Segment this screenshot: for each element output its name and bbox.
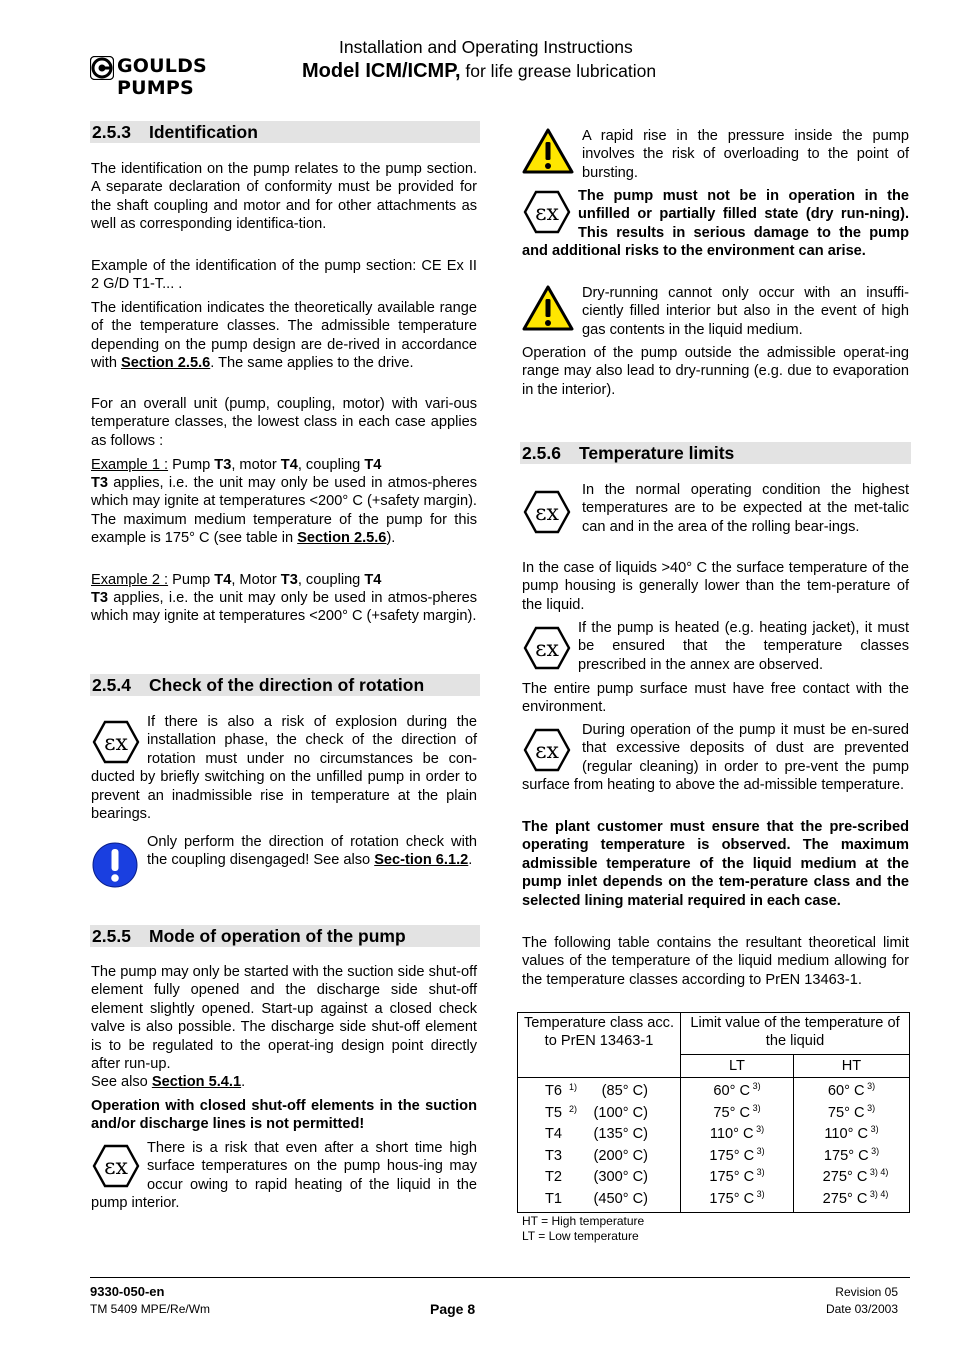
footnote-ref: 3) [750, 1081, 761, 1091]
footer-rule [90, 1277, 910, 1278]
svg-text:εx: εx [535, 739, 559, 764]
identification-paragraph-4: For an overall unit (pump, coupling, motor) with vari-ous temperature classes, the lowest class in each case applies as follows : [91, 396, 477, 449]
temp-ex-note-1 [522, 481, 909, 537]
identification-paragraph-3 [91, 299, 477, 373]
text: applies, i.e. the unit may only be used in atmos-pheres which may ignite at temperatures <200° C (+safety margin). The maximum medium temperature of the pump for this example is 175° C (see table in [91, 475, 477, 547]
temp-paragraph-7: The following table contains the resultant theoretical limit values of the temperature of the liquid medium allowing for the temperature classes according to PrEN 13463-1. [522, 935, 909, 988]
operation-outside-range-paragraph: Operation of the pump outside the admissible operat-ing range may also lead to dry-running (e.g. due to evaporation in the interior). [522, 345, 909, 398]
temp-paragraph-4: The entire pump surface must have free contact with the environment. [522, 681, 909, 716]
ex-explosion-icon [91, 1141, 141, 1191]
text: Temperature class acc. to PrEN 13463-1 [523, 1015, 675, 1049]
section-link-2-5-6[interactable]: Section 2.5.6 [297, 530, 387, 547]
footnote-ref: 3) [864, 1081, 876, 1091]
page-title [302, 60, 656, 83]
section-link-2-5-6[interactable]: Section 2.5.6 [121, 355, 211, 372]
svg-text:εx: εx [104, 731, 128, 756]
text: The pump may only be started with the suction side shut-off element fully opened and the discharge side shut-off element slightly opened. Start-up against a closed check valve is also possible. The discharge side shut-off element is to be regulated to the operat-ing design point directly after run-up. [91, 964, 477, 1073]
svg-text:εx: εx [535, 637, 559, 662]
section-link-5-4-1[interactable]: Section 5.4.1 [151, 1074, 242, 1091]
lt-value-cell [681, 1124, 793, 1146]
goulds-logo-icon [90, 56, 114, 80]
table-row-class [518, 1167, 680, 1189]
text: Limit value of the temperature of the liquid [690, 1015, 900, 1049]
ht-value: 110° C [824, 1126, 869, 1142]
temp-ex-note-3 [522, 721, 909, 795]
section-title: Temperature limits [579, 443, 735, 463]
text: Pump [168, 572, 215, 588]
lt-value: 60° C [713, 1083, 751, 1099]
ht-value-cell [794, 1146, 909, 1168]
text: If there is also a risk of explosion during the installation phase, the check of the direction of rotation must under no circumstances be con-ducted by briefly switching on the unfilled pump in order to prevent an inadmissible rise in temperature at the plain bearings. [91, 714, 477, 823]
mode-paragraph-1 [91, 963, 477, 1092]
lt-value-cell [681, 1189, 793, 1211]
section-title: Identification [149, 122, 258, 142]
lt-value: 110° C [709, 1126, 754, 1142]
page-number: Page 8 [430, 1301, 476, 1317]
example-1-heading [91, 456, 477, 474]
temp-class: T4 [214, 572, 232, 588]
temp-paragraph-2: In the case of liquids >40° C the surface temperature of the pump housing is generally lower than the tem-perature of the liquid. [522, 560, 909, 613]
pressure-warning-note [522, 127, 909, 182]
temp-class: T4 [280, 457, 298, 473]
temp-ex-note-2 [522, 619, 909, 674]
temp-class-range: (200° C) [593, 1147, 648, 1164]
mode-warning-bold: Operation with closed shut-off elements in the suction and/or discharge lines is not permitted! [91, 1098, 477, 1133]
text: , coupling [297, 572, 365, 588]
temp-class-range: (100° C) [593, 1104, 648, 1121]
example-1-body [91, 474, 477, 548]
footnote-ref: 3) [753, 1124, 765, 1134]
section-heading-2-5-5 [90, 925, 480, 947]
ht-value-cell [794, 1189, 909, 1211]
text: Dry-running cannot only occur with an insuffi-ciently filled interior but also in the event of high gas contents in the liquid medium. [582, 285, 909, 338]
ht-value-cell [794, 1103, 909, 1125]
header-ht: HT [794, 1055, 910, 1078]
text: Only perform the direction of rotation check with the coupling disengaged! See also [147, 834, 477, 869]
footnote-ref: 3) [868, 1124, 879, 1134]
ht-column [794, 1078, 910, 1213]
svg-text:εx: εx [535, 501, 559, 526]
section-heading-2-5-4 [90, 674, 480, 696]
lt-value: 175° C [709, 1147, 755, 1164]
lt-value-cell [681, 1146, 793, 1168]
table-row-class [518, 1146, 680, 1168]
footer-tm: TM 5409 MPE/Re/Wm [90, 1302, 211, 1316]
model-name: Model ICM/ICMP, [302, 60, 461, 82]
warning-triangle-icon [522, 284, 574, 332]
temp-class-name: T6 [545, 1083, 563, 1099]
section-title: Mode of operation of the pump [149, 926, 406, 946]
section-number: 2.5.5 [92, 926, 131, 946]
temp-class-name: T1 [545, 1190, 563, 1207]
temp-class: T3 [91, 475, 109, 491]
section-number: 2.5.4 [92, 675, 131, 695]
footnote-ref: 3) [750, 1102, 761, 1113]
class-column [518, 1078, 681, 1213]
lt-value: 175° C [709, 1169, 755, 1185]
footnote-ref: 3) 4) [867, 1167, 889, 1177]
identification-paragraph-2: Example of the identification of the pump section: CE Ex II 2 G/D T1-T... . [91, 258, 477, 293]
ex-explosion-icon [522, 623, 572, 673]
text: Pump [168, 457, 215, 473]
temp-class-name: T2 [545, 1169, 563, 1185]
ht-value-cell [794, 1081, 909, 1103]
section-heading-2-5-6 [520, 442, 911, 464]
text: See also [91, 1074, 152, 1091]
rotation-check-attention-note [91, 833, 477, 889]
footer-docnum: 9330-050-en [90, 1284, 165, 1299]
warning-triangle-icon [522, 127, 574, 175]
lt-value: 175° C [709, 1190, 755, 1207]
svg-text:εx: εx [535, 201, 559, 226]
ex-explosion-icon [522, 725, 572, 775]
text: . The same applies to the drive. [210, 355, 414, 372]
lt-value-cell [681, 1167, 793, 1189]
temperature-limits-table [517, 1012, 910, 1213]
temp-class: T3 [280, 572, 298, 588]
text: There is a risk that even after a short time high surface temperatures on the pump hous-ing may occur owing to rapid heating of the liquid in the pump interior. [91, 1140, 477, 1212]
temp-class: T4 [364, 572, 382, 588]
goulds-logo [90, 54, 285, 99]
text: ). [386, 530, 396, 547]
table-header-row [518, 1013, 910, 1055]
text: During operation of the pump it must be en-sured that excessive deposits of dust are prevented (regular cleaning) in order to pre-vent the pump surface from heating to above the ad-missible temperature. [522, 722, 909, 794]
table-note-ht: HT = High temperature [522, 1214, 645, 1228]
header-limit-value [681, 1013, 910, 1055]
section-heading-2-5-3 [90, 121, 480, 143]
footnote-ref: 3) [868, 1145, 880, 1156]
ht-value-cell [794, 1167, 909, 1189]
footnote-ref: 3) [754, 1167, 765, 1177]
text: The identification indicates the theoretically available range of the temperature classes. The admissible temperature depending on the pump design are de-rived in accordance with [91, 300, 477, 372]
section-title: Check of the direction of rotation [149, 675, 425, 695]
text: , Motor [231, 572, 281, 588]
section-link-6-1-2[interactable]: Sec-tion 6.1.2 [374, 852, 469, 869]
ex-explosion-icon [522, 487, 572, 537]
temp-class-range: (300° C) [593, 1169, 648, 1185]
text: . [468, 852, 473, 869]
table-row-class: T5 2) (100° C) [518, 1103, 680, 1125]
lt-column [681, 1078, 794, 1213]
temp-class-range: (450° C) [593, 1190, 648, 1207]
footer-date: Date 03/2003 [825, 1302, 898, 1316]
text: In the normal operating condition the highest temperatures are to be expected at the met-talic can and in the area of the rolling bear-ings. [582, 482, 909, 535]
text: The pump must not be in operation in the unfilled or partially filled state (dry run-ning). This results in serious damage to the pump and additional risks to the environment can arise. [522, 188, 909, 260]
temp-class: T4 [364, 457, 382, 473]
ht-value: 275° C [822, 1190, 868, 1207]
section-number: 2.5.3 [92, 122, 131, 142]
ht-value-cell [794, 1124, 909, 1146]
text: If the pump is heated (e.g. heating jacket), it must be ensured that the temperature classes prescribed in the annex are observed. [578, 620, 909, 673]
footnote-ref: 3) [754, 1188, 765, 1199]
model-subtitle: for life grease lubrication [460, 61, 657, 81]
temp-class-range: (135° C) [593, 1126, 648, 1142]
table-row-class [518, 1189, 680, 1211]
table-body-row [518, 1078, 910, 1213]
temp-class-name: T3 [545, 1147, 563, 1164]
table-note-lt: LT = Low temperature [522, 1229, 639, 1243]
ex-explosion-icon [91, 717, 141, 767]
logo-text: GOULDS PUMPS [117, 55, 207, 99]
text: , coupling [297, 457, 365, 473]
text: . [241, 1074, 246, 1091]
temp-paragraph-6-bold: The plant customer must ensure that the pre-scribed operating temperature is observed. The maximum admissible temperature of the liquid medium at the pump inlet depends on the tem-perature class and the selected lining material required in each case. [522, 819, 909, 909]
header-temp-class [518, 1013, 681, 1078]
text: applies, i.e. the unit may only be used in atmos-pheres which may ignite at temperatures <200° C (+safety margin). [91, 590, 477, 625]
table-row-class: T6 1) (85° C) [518, 1081, 680, 1103]
lt-value: 75° C [713, 1104, 751, 1121]
section-number: 2.5.6 [522, 443, 561, 463]
table-row-class [518, 1124, 680, 1146]
footnote-ref: 3) 4) [867, 1188, 889, 1199]
ht-value: 60° C [827, 1083, 865, 1099]
identification-paragraph-1: The identification on the pump relates to the pump section. A separate declaration of conformity must be provided for the shaft coupling and motor and for other attachments as well as corresponding identifica-tion. [91, 161, 477, 233]
rotation-check-ex-note [91, 713, 477, 823]
example-2-heading [91, 571, 477, 589]
text: A rapid rise in the pressure inside the pump involves the risk of overloading to the point of bursting. [582, 128, 909, 181]
footnote-ref: 3) [754, 1145, 765, 1156]
header-line1: Installation and Operating Instructions [339, 37, 633, 57]
temp-class: T3 [214, 457, 232, 473]
temp-class: T3 [91, 590, 109, 606]
svg-text:εx: εx [104, 1155, 128, 1180]
footer-revision: Revision 05 [835, 1285, 898, 1299]
ex-explosion-icon [522, 187, 572, 237]
footnote-ref: 3) [864, 1102, 876, 1113]
temp-class-range: (85° C) [601, 1083, 648, 1099]
ht-value: 75° C [827, 1104, 865, 1121]
lt-value-cell [681, 1081, 793, 1103]
header-lt: LT [681, 1055, 794, 1078]
example-label: Example 2 : [91, 572, 169, 588]
dry-running-warning-note [522, 284, 909, 339]
ht-value: 275° C [822, 1169, 868, 1185]
ht-value: 175° C [823, 1147, 869, 1164]
text: , motor [231, 457, 281, 473]
temp-class-name: T4 [545, 1126, 563, 1142]
dry-running-ex-note [522, 187, 909, 261]
mode-ex-note [91, 1139, 477, 1213]
example-2-body [91, 589, 477, 626]
lt-value-cell [681, 1103, 793, 1125]
example-label: Example 1 : [91, 457, 169, 473]
temp-class-name: T5 [545, 1104, 563, 1121]
exclamation-circle-icon [91, 841, 139, 889]
